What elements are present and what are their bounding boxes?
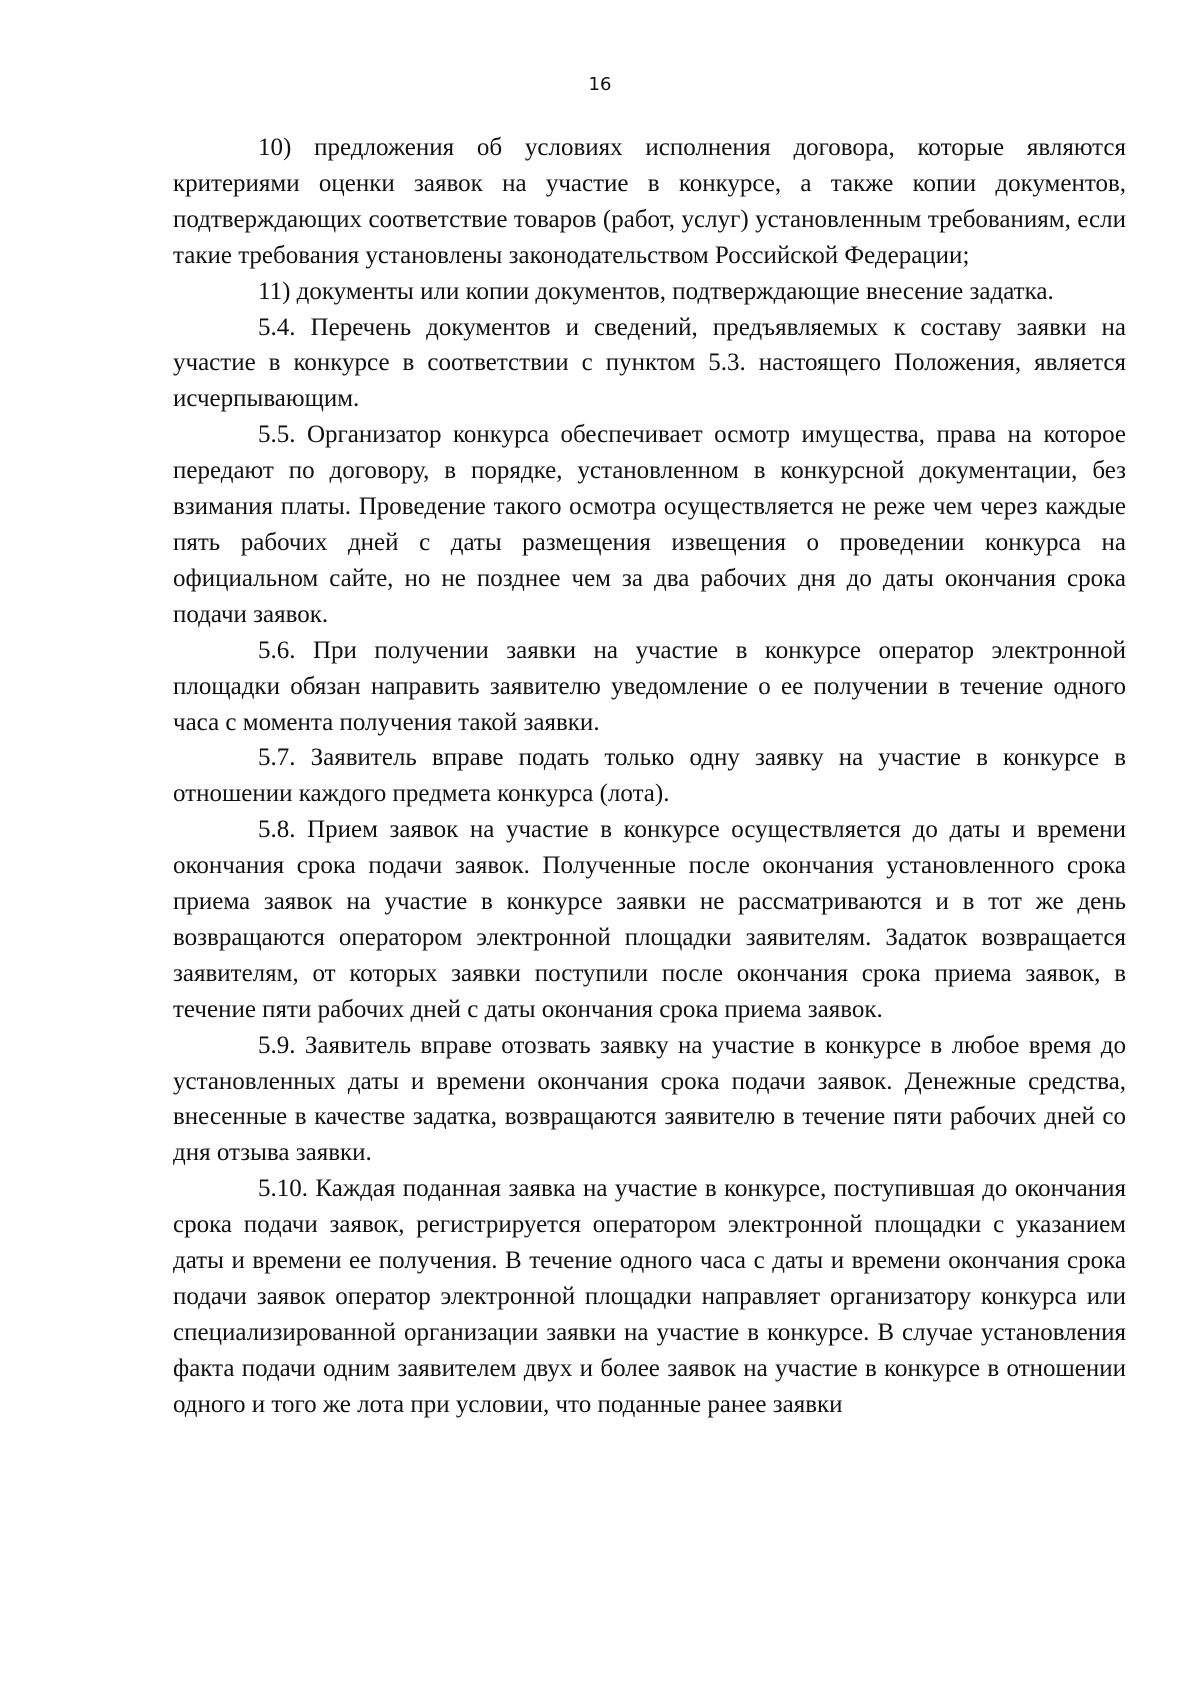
paragraph-5-5: 5.5. Организатор конкурса обеспечивает осмотр имущества, права на которое передают по договору, в порядке, установленном в конкурсной документации, без взимания платы. Проведение такого осмотра осуществляется не реже чем через каждые пять рабочих дней с даты размещения извещения о проведении конкурса на официальном сайте, но не позднее чем за два рабочих дня до даты окончания срока подачи заявок. (173, 421, 1126, 628)
paragraph-item-11: 11) документы или копии документов, подтверждающие внесение задатка. (258, 277, 1054, 305)
paragraph-5-9: 5.9. Заявитель вправе отозвать заявку на участие в конкурсе в любое время до установленных даты и времени окончания срока подачи заявок. Денежные средства, внесенные в качестве задатка, возвращаются заявителю в течение пяти рабочих дней со дня отзыва заявки. (173, 1031, 1126, 1167)
paragraph-5-8: 5.8. Прием заявок на участие в конкурсе осуществляется до даты и времени окончания срока подачи заявок. Полученные после окончания установленного срока приема заявок на участие в конкурсе заявки не рассматриваются и в тот же день возвращаются оператором электронной площадки заявителям. Задаток возвращается заявителям, от которых заявки поступили после окончания срока приема заявок, в течение пяти рабочих дней с даты окончания срока приема заявок. (173, 816, 1126, 1023)
paragraph-5-4: 5.4. Перечень документов и сведений, предъявляемых к составу заявки на участие в конкурсе в соответствии с пунктом 5.3. настоящего Положения, является исчерпывающим. (173, 313, 1126, 413)
paragraph-5-7: 5.7. Заявитель вправе подать только одну заявку на участие в конкурсе в отношении каждого предмета конкурса (лота). (173, 744, 1126, 808)
paragraph-item-10: 10) предложения об условиях исполнения договора, которые являются критериями оценки заявок на участие в конкурсе, а также копии документов, подтверждающих соответствие товаров (работ, услуг) установленным требованиям, если такие требования установлены законодательством Российской Федерации; (173, 134, 1126, 269)
page-number: 16 (588, 74, 612, 95)
paragraph-5-10: 5.10. Каждая поданная заявка на участие в конкурсе, поступившая до окончания срока подачи заявок, регистрируется оператором электронной площадки с указанием даты и времени ее получения. В течение одного часа с даты и времени окончания срока подачи заявок оператор электронной площадки направляет организатору конкурса или специализированной организации заявки на участие в конкурсе. В случае установления факта подачи одним заявителем двух и более заявок на участие в конкурсе в отношении одного и того же лота при условии, что поданные ранее заявки (173, 1175, 1126, 1418)
document-body (173, 130, 1126, 1423)
paragraph-5-6: 5.6. При получении заявки на участие в конкурсе оператор электронной площадки обязан направить заявителю уведомление о ее получении в течение одного часа с момента получения такой заявки. (173, 636, 1126, 736)
